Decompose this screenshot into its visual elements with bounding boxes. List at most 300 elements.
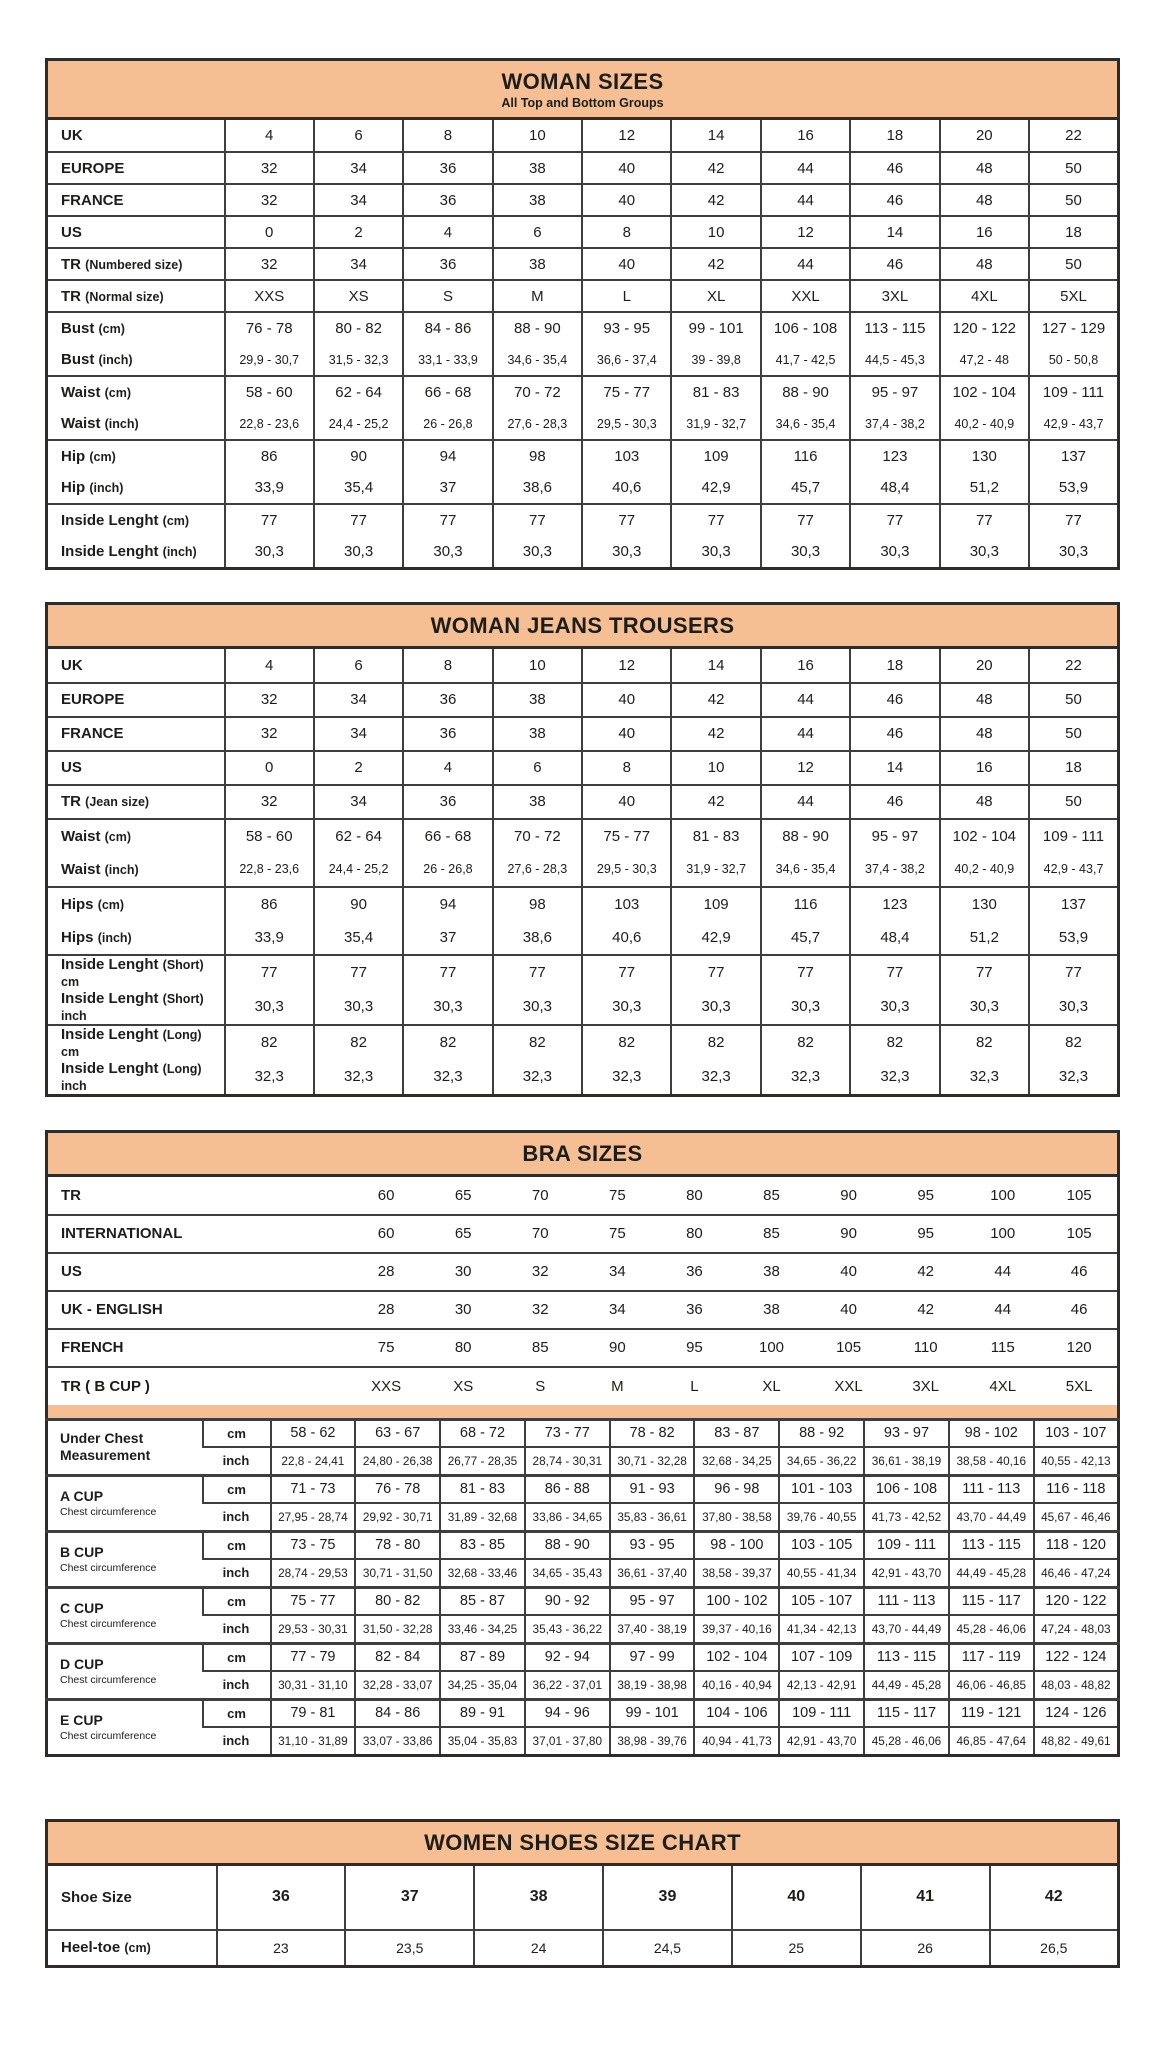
row-label: Waist (inch) <box>61 860 139 878</box>
cell: 36 <box>403 717 492 751</box>
cell: 28 <box>348 1291 425 1329</box>
cell: 29,9 - 30,7 <box>225 344 314 376</box>
cell: 38 <box>493 248 582 280</box>
cell: 3XL <box>887 1367 964 1405</box>
cell: 82 <box>225 1025 314 1060</box>
cell: 48,4 <box>850 921 939 955</box>
cell: 8 <box>403 649 492 683</box>
cell: 42,9 <box>671 472 760 504</box>
cell: 116 <box>761 887 850 921</box>
cell: 4 <box>403 216 492 248</box>
cell: 32 <box>502 1291 579 1329</box>
cell: 48 <box>940 152 1029 184</box>
cell: 51,2 <box>940 472 1029 504</box>
row-label: EUROPE <box>47 683 225 717</box>
cell: 34 <box>314 683 403 717</box>
table-row <box>47 504 1119 536</box>
cell: 83 - 85 <box>440 1531 525 1559</box>
cell: 0 <box>225 751 314 785</box>
cell: 109 - 111 <box>779 1699 864 1727</box>
cell: 44 <box>761 152 850 184</box>
cell: 40,6 <box>582 472 671 504</box>
cell: 82 <box>761 1025 850 1060</box>
cell: 38 <box>474 1866 603 1930</box>
cell: 33,9 <box>225 472 314 504</box>
cell: 35,83 - 36,61 <box>610 1503 695 1531</box>
cell: 53,9 <box>1029 921 1118 955</box>
cell: 23,5 <box>345 1930 474 1967</box>
cell: XXL <box>810 1367 887 1405</box>
cell: 30,3 <box>850 536 939 568</box>
cell: 79 - 81 <box>271 1699 356 1727</box>
cell: 30,3 <box>582 990 671 1025</box>
cell: 46 <box>1041 1291 1118 1329</box>
cell: inch <box>203 1447 271 1475</box>
cell: 26,5 <box>990 1930 1119 1967</box>
cell: 22 <box>1029 120 1118 152</box>
cell: 113 - 115 <box>850 312 939 344</box>
woman-sizes-header <box>45 58 1120 120</box>
cell: 45,7 <box>761 472 850 504</box>
cell: 28 <box>348 1253 425 1291</box>
cell: 46,46 - 47,24 <box>1034 1559 1119 1587</box>
cell: 40,16 - 40,94 <box>694 1671 779 1699</box>
cell: 43,70 - 44,49 <box>864 1615 949 1643</box>
cell: 118 - 120 <box>1034 1531 1119 1559</box>
cell: 45,28 - 46,06 <box>864 1727 949 1755</box>
cell: cm <box>203 1587 271 1615</box>
cell: 38 <box>493 184 582 216</box>
cell: 80 <box>686 1186 703 1204</box>
cell: 42 <box>990 1866 1119 1930</box>
cell: 20 <box>940 120 1029 152</box>
cell: 32,3 <box>403 1060 492 1096</box>
cell: 31,50 - 32,28 <box>355 1615 440 1643</box>
cell: M <box>579 1367 656 1405</box>
cell: 2 <box>314 751 403 785</box>
cell: 36,61 - 37,40 <box>610 1559 695 1587</box>
cell: 50 <box>1029 717 1118 751</box>
cell: 42,9 <box>671 921 760 955</box>
cell: 40,2 - 40,9 <box>940 853 1029 887</box>
cell: 106 - 108 <box>864 1475 949 1503</box>
cell: 30,3 <box>225 990 314 1025</box>
cell: 18 <box>1029 216 1118 248</box>
cell: 98 <box>493 440 582 472</box>
cell: 70 <box>502 1215 579 1253</box>
cell: 36 <box>656 1291 733 1329</box>
cell: 40 <box>582 248 671 280</box>
cell: 88 - 90 <box>525 1531 610 1559</box>
cell: 77 <box>761 504 850 536</box>
cell: 46 <box>850 717 939 751</box>
cell: 30 <box>425 1253 502 1291</box>
cell: 123 <box>850 887 939 921</box>
cell: 30,3 <box>850 990 939 1025</box>
row-label: US <box>47 751 225 785</box>
cell: 30,3 <box>761 990 850 1025</box>
cell: 25 <box>732 1930 861 1967</box>
table-row <box>47 1060 1119 1096</box>
row-label: US <box>47 216 225 248</box>
cell: 44 <box>964 1291 1041 1329</box>
cell: 40 <box>582 683 671 717</box>
cell: 30,3 <box>314 990 403 1025</box>
cell: 42 <box>671 152 760 184</box>
cell: 4 <box>225 649 314 683</box>
cell: 46 <box>850 248 939 280</box>
cell: 30,3 <box>403 990 492 1025</box>
cell: 78 - 80 <box>355 1531 440 1559</box>
cell: L <box>656 1367 733 1405</box>
cell: 14 <box>850 216 939 248</box>
cell: inch <box>203 1503 271 1531</box>
cell: 77 <box>314 955 403 990</box>
cell: 33,9 <box>225 921 314 955</box>
cell: 46 <box>1041 1253 1118 1291</box>
cell: 4XL <box>964 1367 1041 1405</box>
cell: 103 <box>582 887 671 921</box>
cell: 50 <box>1029 184 1118 216</box>
table-row <box>47 1531 1119 1559</box>
cell: inch <box>203 1727 271 1755</box>
cell: 12 <box>761 751 850 785</box>
cell: 73 - 75 <box>271 1531 356 1559</box>
cell: 37 <box>403 472 492 504</box>
cell: 38,19 - 38,98 <box>610 1671 695 1699</box>
cell: 30,3 <box>671 990 760 1025</box>
cell: 96 - 98 <box>694 1475 779 1503</box>
cell: 88 - 90 <box>761 819 850 853</box>
cell: 29,92 - 30,71 <box>355 1503 440 1531</box>
row-label: Waist (cm) <box>47 376 225 408</box>
cell: 137 <box>1029 887 1118 921</box>
cell: 109 <box>671 887 760 921</box>
cell: 44 <box>964 1253 1041 1291</box>
table-row <box>47 1419 1119 1447</box>
cell: 43,70 - 44,49 <box>949 1503 1034 1531</box>
table-row <box>47 536 1119 568</box>
table-row <box>47 1699 1119 1727</box>
cell: 40,6 <box>582 921 671 955</box>
cell: 45,28 - 46,06 <box>949 1615 1034 1643</box>
cell: 36 <box>656 1253 733 1291</box>
cell: 30 <box>425 1291 502 1329</box>
row-label: FRANCE <box>47 717 225 751</box>
cell: 29,53 - 30,31 <box>271 1615 356 1643</box>
cell: XS <box>314 280 403 312</box>
cell: 38 <box>493 152 582 184</box>
cell: 32 <box>225 785 314 819</box>
cell: 29,5 - 30,3 <box>582 408 671 440</box>
cell: 99 - 101 <box>610 1699 695 1727</box>
table-row <box>47 1866 1119 1930</box>
table-row <box>47 649 1119 683</box>
cell: 66 - 68 <box>403 376 492 408</box>
cell: 14 <box>671 120 760 152</box>
cell: 77 <box>940 504 1029 536</box>
cell: 44 <box>761 785 850 819</box>
row-label: US <box>47 1253 348 1291</box>
cell: 85 <box>763 1186 780 1204</box>
woman-sizes-table <box>45 58 1120 570</box>
cell: 82 <box>403 1025 492 1060</box>
cell: 102 - 104 <box>694 1643 779 1671</box>
cell: 123 <box>850 440 939 472</box>
cell: 16 <box>940 216 1029 248</box>
cell: 86 - 88 <box>525 1475 610 1503</box>
cell: 65 <box>454 1186 472 1204</box>
cell: 30,3 <box>761 536 850 568</box>
cell: 40 <box>582 717 671 751</box>
cell: 18 <box>1029 751 1118 785</box>
table-row <box>47 280 1119 312</box>
cell: 58 - 62 <box>271 1419 356 1447</box>
row-label: Bust (inch) <box>61 351 133 368</box>
cell: 105 - 107 <box>779 1587 864 1615</box>
cell: 30,31 - 31,10 <box>271 1671 356 1699</box>
cell: 95 <box>887 1215 964 1253</box>
cell: 95 - 97 <box>610 1587 695 1615</box>
cell: 22,8 - 23,6 <box>225 408 314 440</box>
cell: 34,6 - 35,4 <box>761 408 850 440</box>
cell: 32,28 - 33,07 <box>355 1671 440 1699</box>
cell: 34,25 - 35,04 <box>440 1671 525 1699</box>
table-row <box>47 819 1119 853</box>
cell: 42 <box>671 184 760 216</box>
cell: 75 <box>348 1329 425 1367</box>
cell: 34,6 - 35,4 <box>493 344 582 376</box>
cell: 77 <box>850 504 939 536</box>
cell: 27,6 - 28,3 <box>493 853 582 887</box>
cell: inch <box>203 1559 271 1587</box>
cell: 103 <box>582 440 671 472</box>
row-label: TR (Normal size) <box>47 280 225 312</box>
row-label: INTERNATIONAL <box>47 1215 348 1253</box>
cell: 95 <box>656 1329 733 1367</box>
cell: 53,9 <box>1029 472 1118 504</box>
cell: 32,3 <box>493 1060 582 1096</box>
cell: 95 <box>917 1186 934 1204</box>
cell: 30,3 <box>314 536 403 568</box>
cell: 27,95 - 28,74 <box>271 1503 356 1531</box>
table-row <box>47 683 1119 717</box>
cell: 34,65 - 36,22 <box>779 1447 864 1475</box>
row-label: Waist (inch) <box>61 415 139 432</box>
cell: 91 - 93 <box>610 1475 695 1503</box>
cell: 20 <box>940 649 1029 683</box>
cell: 77 <box>403 955 492 990</box>
cell: 39,37 - 40,16 <box>694 1615 779 1643</box>
row-label: Waist (cm) <box>47 819 225 853</box>
cell: 63 - 67 <box>355 1419 440 1447</box>
cell: 48,82 - 49,61 <box>1034 1727 1119 1755</box>
cell: 102 - 104 <box>940 376 1029 408</box>
bra-cup-grid <box>45 1418 1120 1757</box>
cell: 85 <box>733 1215 810 1253</box>
cell: 36 <box>403 248 492 280</box>
cell: 40 <box>582 184 671 216</box>
cell: 32 <box>225 152 314 184</box>
cell: 6 <box>493 751 582 785</box>
cell: 100 - 102 <box>694 1587 779 1615</box>
cell: 47,24 - 48,03 <box>1034 1615 1119 1643</box>
cell: 32,3 <box>1029 1060 1118 1096</box>
woman-jeans-table <box>45 602 1120 1097</box>
cell: 44 <box>761 683 850 717</box>
cell: 30,3 <box>493 536 582 568</box>
cell: 98 - 100 <box>694 1531 779 1559</box>
cell: 47,2 - 48 <box>940 344 1029 376</box>
cell: 109 - 111 <box>1029 819 1118 853</box>
row-label: TR ( B CUP ) <box>47 1367 348 1405</box>
cell: 40,55 - 42,13 <box>1034 1447 1119 1475</box>
cell: 116 <box>761 440 850 472</box>
cell: 44,49 - 45,28 <box>949 1559 1034 1587</box>
cell: 10 <box>671 751 760 785</box>
cell: 77 <box>493 504 582 536</box>
cell: 98 <box>493 887 582 921</box>
row-label: Heel-toe (cm) <box>47 1930 217 1967</box>
cell: 124 - 126 <box>1034 1699 1119 1727</box>
cell: 102 - 104 <box>940 819 1029 853</box>
cell: 27,6 - 28,3 <box>493 408 582 440</box>
cell: 32,3 <box>761 1060 850 1096</box>
table-row <box>47 184 1119 216</box>
cell: 103 - 107 <box>1034 1419 1119 1447</box>
cell: 38 <box>493 785 582 819</box>
table-row <box>47 1291 1119 1329</box>
cell: 77 <box>1029 955 1118 990</box>
cell: 98 - 102 <box>949 1419 1034 1447</box>
cell: 31,89 - 32,68 <box>440 1503 525 1531</box>
row-label: EUROPE <box>47 152 225 184</box>
cell: 75 - 77 <box>582 376 671 408</box>
cell: cm <box>203 1643 271 1671</box>
cell: 90 <box>314 887 403 921</box>
cell: 105 <box>810 1329 887 1367</box>
table-row <box>47 344 1119 376</box>
cell: 37 <box>403 921 492 955</box>
cell: 73 - 77 <box>525 1419 610 1447</box>
cell: 30,3 <box>1029 990 1118 1025</box>
cell: 35,4 <box>314 921 403 955</box>
cell: 78 - 82 <box>610 1419 695 1447</box>
cell: 40,2 - 40,9 <box>940 408 1029 440</box>
cell: 80 <box>656 1215 733 1253</box>
cell: 24,80 - 26,38 <box>355 1447 440 1475</box>
cell: 30,71 - 32,28 <box>610 1447 695 1475</box>
cell: 95 - 97 <box>850 376 939 408</box>
cell: 46,85 - 47,64 <box>949 1727 1034 1755</box>
cell: 103 - 105 <box>779 1531 864 1559</box>
table-row <box>47 1503 1119 1531</box>
cell: 113 - 115 <box>864 1643 949 1671</box>
cell: 62 - 64 <box>314 376 403 408</box>
cell: 30,3 <box>671 536 760 568</box>
table-row <box>47 955 1119 990</box>
table-row <box>47 1177 1119 1215</box>
cell: 34 <box>314 152 403 184</box>
cell: 50 <box>1029 785 1118 819</box>
cell: 94 <box>403 440 492 472</box>
cell: 88 - 92 <box>779 1419 864 1447</box>
cell: 76 - 78 <box>355 1475 440 1503</box>
cell: 70 <box>531 1186 549 1204</box>
cell: 32,68 - 34,25 <box>694 1447 779 1475</box>
cell: 90 - 92 <box>525 1587 610 1615</box>
cell: 90 <box>840 1186 857 1204</box>
cell: 8 <box>403 120 492 152</box>
cell: 127 - 129 <box>1029 312 1118 344</box>
cell: 90 <box>810 1215 887 1253</box>
cell: 36 <box>403 184 492 216</box>
table-row <box>47 887 1119 921</box>
row-label: TR <box>61 1186 81 1204</box>
cell: 107 - 109 <box>779 1643 864 1671</box>
cell: 5XL <box>1029 280 1118 312</box>
cell: 32 <box>225 184 314 216</box>
cell: 14 <box>850 751 939 785</box>
cell: 46,06 - 46,85 <box>949 1671 1034 1699</box>
cell: 106 - 108 <box>761 312 850 344</box>
cell: 12 <box>582 649 671 683</box>
cell: 50 - 50,8 <box>1029 344 1118 376</box>
row-label: B CUP Chest circumference <box>47 1531 203 1587</box>
cell: 109 <box>671 440 760 472</box>
cell: 34 <box>314 248 403 280</box>
row-label: Shoe Size <box>61 1888 132 1906</box>
cell: 88 - 90 <box>761 376 850 408</box>
cell: 37,4 - 38,2 <box>850 853 939 887</box>
cell: 30,3 <box>940 536 1029 568</box>
cell: 31,5 - 32,3 <box>314 344 403 376</box>
cell: cm <box>203 1699 271 1727</box>
cell: 82 <box>314 1025 403 1060</box>
cell: 32,3 <box>671 1060 760 1096</box>
cell: 48,4 <box>850 472 939 504</box>
cell: 130 <box>940 887 1029 921</box>
woman-jeans-header <box>45 602 1120 649</box>
cell: 48 <box>940 717 1029 751</box>
cell: 22,8 - 23,6 <box>225 853 314 887</box>
cell: M <box>493 280 582 312</box>
cell: 36 <box>403 785 492 819</box>
cell: cm <box>203 1475 271 1503</box>
cell: 6 <box>314 649 403 683</box>
cell: 29,5 - 30,3 <box>582 853 671 887</box>
cell: 36 <box>403 152 492 184</box>
cell: 122 - 124 <box>1034 1643 1119 1671</box>
table-row <box>47 1329 1119 1367</box>
row-label: UK <box>61 656 83 674</box>
cell: 50 <box>1029 683 1118 717</box>
cell: 32,3 <box>940 1060 1029 1096</box>
table-row <box>47 785 1119 819</box>
cell: 111 - 113 <box>864 1587 949 1615</box>
cell: 80 - 82 <box>355 1587 440 1615</box>
row-label: FRANCE <box>47 184 225 216</box>
women-shoes-header <box>45 1819 1120 1866</box>
table-row <box>47 1447 1119 1475</box>
cell: 44,5 - 45,3 <box>850 344 939 376</box>
cell: 113 - 115 <box>949 1531 1034 1559</box>
cell: 34,65 - 35,43 <box>525 1559 610 1587</box>
table-row <box>47 990 1119 1025</box>
cell: 75 <box>609 1186 626 1204</box>
row-label: UK - ENGLISH <box>47 1291 348 1329</box>
cell: XL <box>671 280 760 312</box>
